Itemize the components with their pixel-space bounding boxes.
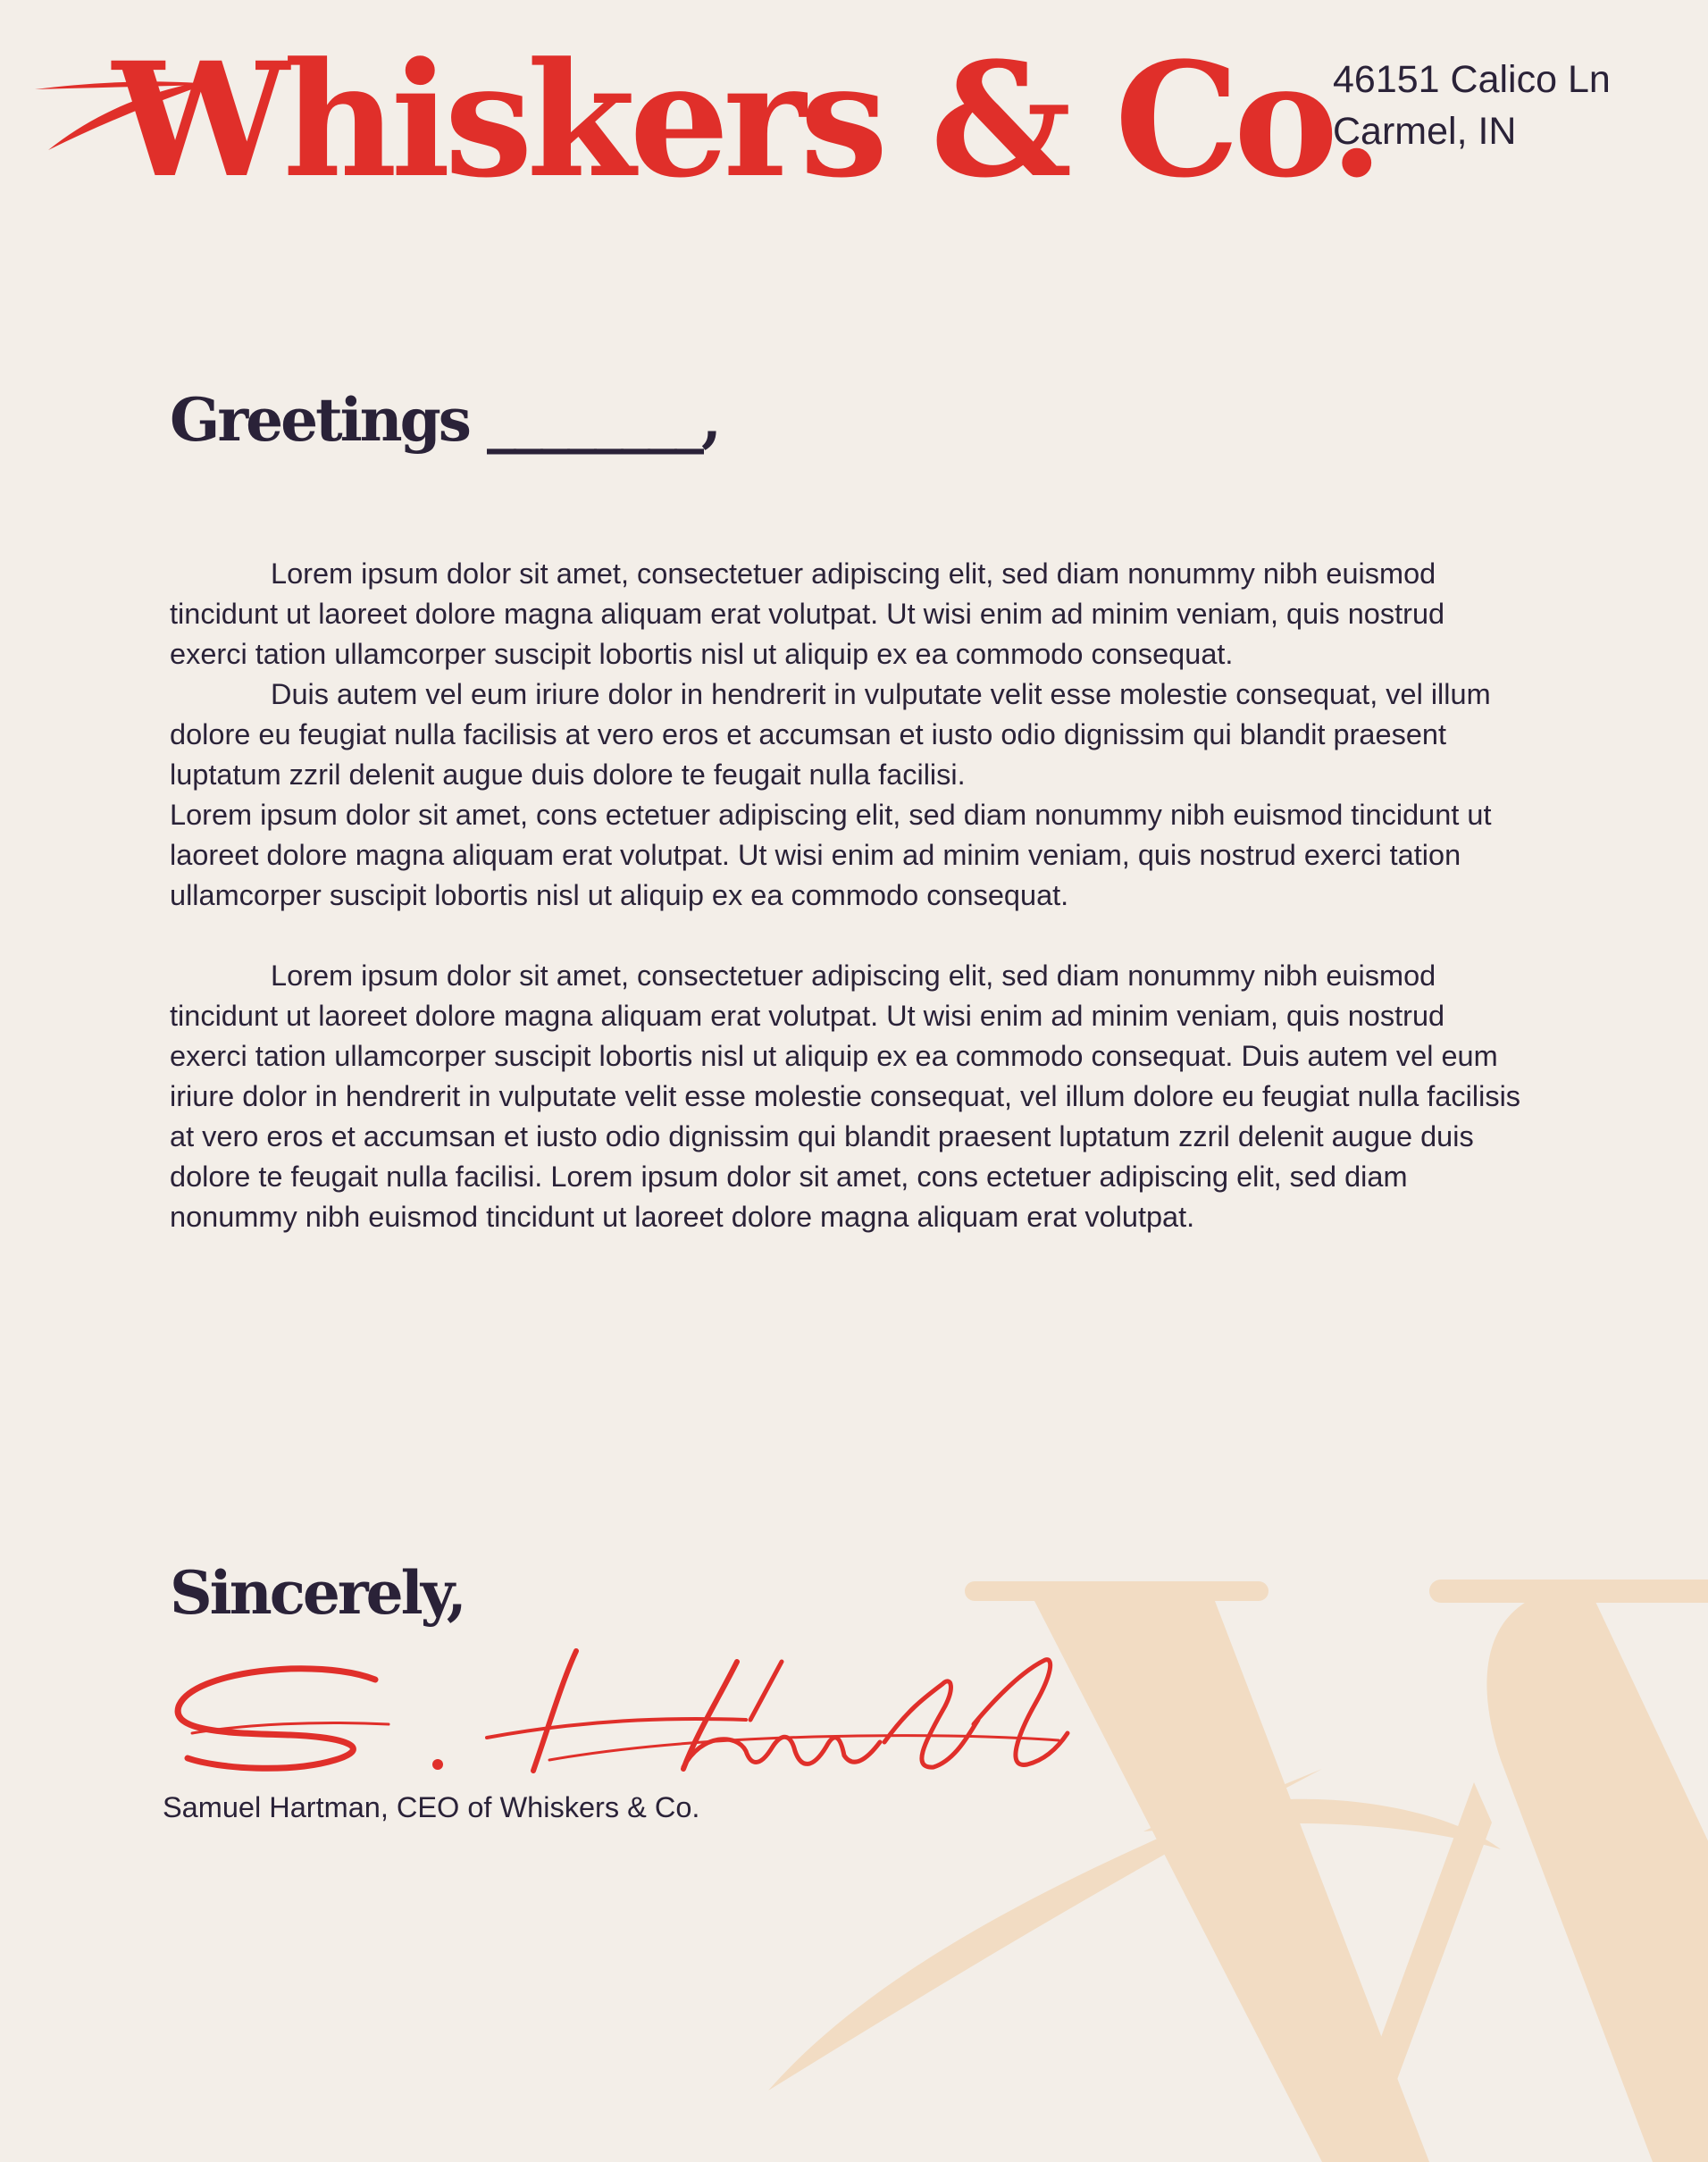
body-paragraph-2: Duis autem vel eum iriure dolor in hendrerit in vulputate velit esse molestie consequat, vel illum dolore eu feugiat nulla facilisis at vero eros et accumsan et iusto odio dignissim qui blandit praesent luptatum zzril delenit augue duis dolore te feugait nulla facilisi. <box>170 678 1491 791</box>
greeting-heading: Greetings ________, <box>170 385 719 455</box>
company-address <box>1333 54 1611 157</box>
address-line-2: Carmel, IN <box>1333 110 1517 153</box>
brand-logo <box>30 28 1378 213</box>
letter-body <box>170 554 1528 1237</box>
body-paragraph-3: Lorem ipsum dolor sit amet, cons ectetuer adipiscing elit, sed diam nonummy nibh euismod tincidunt ut laoreet dolore magna aliquam erat volutpat. Ut wisi enim ad minim veniam, quis nostrud exerci tation ullamcorper suscipit lobortis nisl ut aliquip ex ea commodo consequat. <box>170 799 1492 911</box>
handwritten-signature <box>165 1635 1148 1787</box>
paragraph-spacer <box>170 916 1528 956</box>
brand-name: Whiskers & Co. <box>113 28 1378 213</box>
body-paragraph-1: Lorem ipsum dolor sit amet, consectetuer adipiscing elit, sed diam nonummy nibh euismod tincidunt ut laoreet dolore magna aliquam erat volutpat. Ut wisi enim ad minim veniam, quis nostrud exerci tation ullamcorper suscipit lobortis nisl ut aliquip ex ea commodo consequat. <box>170 557 1445 670</box>
address-line-1: 46151 Calico Ln <box>1333 58 1611 101</box>
signoff-heading: Sincerely, <box>170 1558 465 1628</box>
signer-name-title: Samuel Hartman, CEO of Whiskers & Co. <box>163 1791 700 1823</box>
body-paragraph-4: Lorem ipsum dolor sit amet, consectetuer adipiscing elit, sed diam nonummy nibh euismod tincidunt ut laoreet dolore magna aliquam erat volutpat. Ut wisi enim ad minim veniam, quis nostrud exerci tation ullamcorper suscipit lobortis nisl ut aliquip ex ea commodo consequat. Duis autem vel eum iriure dolor in hendrerit in vulputate velit esse molestie consequat, vel illum dolore eu feugiat nulla facilisis at vero eros et accumsan et iusto odio dignissim qui blandit praesent luptatum zzril delenit augue duis dolore te feugait nulla facilisi. Lorem ipsum dolor sit amet, cons ectetuer adipiscing elit, sed diam nonummy nibh euismod tincidunt ut laoreet dolore magna aliquam erat volutpat. <box>170 959 1521 1233</box>
